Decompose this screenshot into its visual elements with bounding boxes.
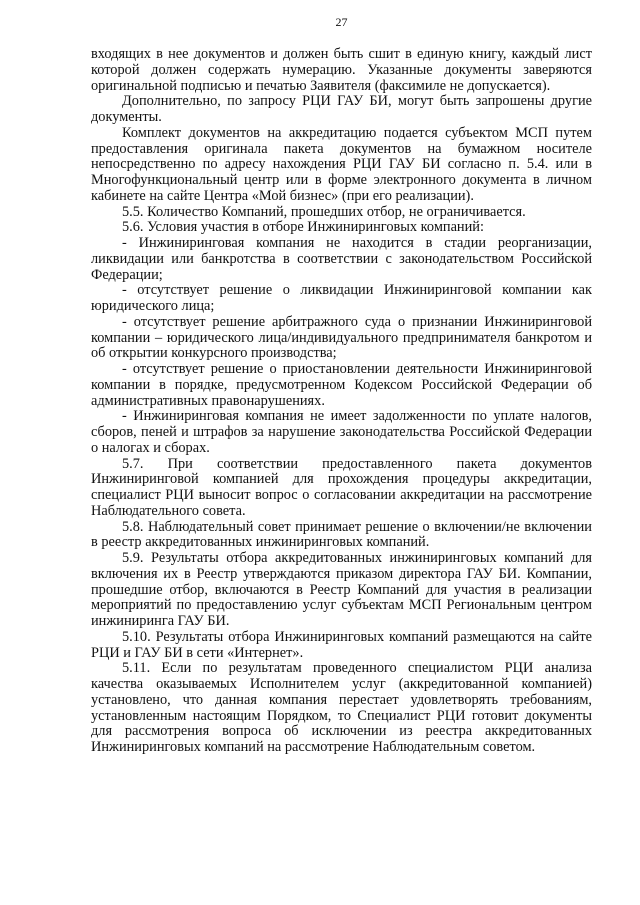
- paragraph: 5.9. Результаты отбора аккредитованных инжиниринговых компаний для включения их в Реестр утверждаются приказом директора ГАУ БИ. Компании, прошедшие отбор, включаются в Реестр Компаний для участия в реализации мероприятий по предоставлению услуг субъектам МСП Региональным центром инжиниринга ГАУ БИ.: [91, 550, 592, 629]
- paragraph: - отсутствует решение о ликвидации Инжиниринговой компании как юридического лица;: [91, 282, 592, 314]
- paragraph: 5.5. Количество Компаний, прошедших отбор, не ограничивается.: [122, 203, 526, 220]
- paragraph: 5.6. Условия участия в отборе Инжиниринговых компаний:: [122, 219, 484, 236]
- paragraph: - отсутствует решение арбитражного суда о признании Инжиниринговой компании – юридического лица/индивидуального предпринимателя банкротом и об открытии конкурсного производства;: [91, 313, 592, 362]
- paragraph: Дополнительно, по запросу РЦИ ГАУ БИ, могут быть запрошены другие документы.: [91, 93, 592, 125]
- paragraph: - Инжиниринговая компания не имеет задолженности по уплате налогов, сборов, пеней и штрафов за нарушение законодательства Российской Федерации о налогах и сборах.: [91, 408, 592, 456]
- paragraph: - Инжиниринговая компания не находится в стадии реорганизации, ликвидации или банкротства в соответствии с законодательством Российской Федерации;: [91, 235, 592, 283]
- paragraph: 5.8. Наблюдательный совет принимает решение о включении/не включении в реестр аккредитованных инжиниринговых компаний.: [91, 518, 592, 551]
- paragraph: - отсутствует решение о приостановлении деятельности Инжиниринговой компании в порядке, предусмотренном Кодексом Российской Федерации об административных правонарушениях.: [91, 361, 592, 409]
- page-number: 27: [335, 15, 348, 29]
- document-body: [91, 47, 592, 756]
- paragraph: 5.7. При соответствии предоставленного пакета документов Инжиниринговой компанией для прохождения процедуры аккредитации, специалист РЦИ выносит вопрос о согласовании аккредитации на рассмотрение Наблюдательного совета.: [91, 455, 592, 519]
- paragraph: Комплект документов на аккредитацию подается субъектом МСП путем предоставления оригинала пакета документов на бумажном носителе непосредственно по адресу нахождения РЦИ ГАУ БИ согласно п. 5.4. или в Многофункциональный центр или в форме электронного документа в личном кабинете на сайте Центра «Мой бизнес» (при его реализации).: [91, 124, 592, 204]
- paragraph: 5.11. Если по результатам проведенного специалистом РЦИ анализа качества оказываемых Исполнителем услуг (аккредитованной компанией) установлено, что данная компания перестает удовлетворять требованиям, установленным настоящим Порядком, то Специалист РЦИ готовит документы для рассмотрения вопроса об исключении из реестра аккредитованных Инжиниринговых компаний на рассмотрение Наблюдательным советом.: [91, 660, 592, 755]
- paragraph: входящих в нее документов и должен быть сшит в единую книгу, каждый лист которой должен содержать нумерацию. Указанные документы заверяются оригинальной подписью и печатью Заявителя (факсимиле не допускается).: [91, 46, 592, 94]
- paragraph: 5.10. Результаты отбора Инжиниринговых компаний размещаются на сайте РЦИ и ГАУ БИ в сети «Интернет».: [91, 628, 592, 661]
